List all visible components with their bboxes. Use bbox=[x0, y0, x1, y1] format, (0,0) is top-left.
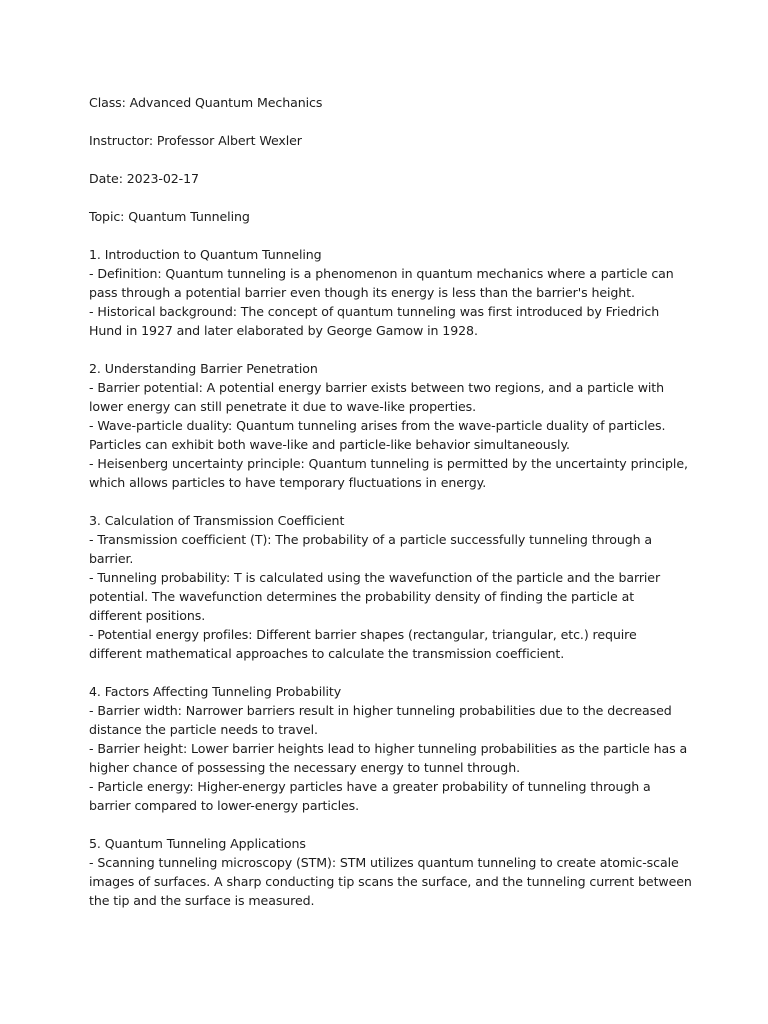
section-line: which allows particles to have temporary fluctuations in energy. bbox=[89, 475, 487, 490]
section-line: potential. The wavefunction determines the probability density of finding the particle at bbox=[89, 589, 635, 604]
topic-line: Topic: Quantum Tunneling bbox=[89, 209, 250, 224]
instructor-line: Instructor: Professor Albert Wexler bbox=[89, 133, 302, 148]
section-heading: 1. Introduction to Quantum Tunneling bbox=[89, 247, 322, 262]
section-line: - Wave-particle duality: Quantum tunneling arises from the wave-particle duality of particles. bbox=[89, 418, 666, 433]
section-line: higher chance of possessing the necessary energy to tunnel through. bbox=[89, 760, 520, 775]
section-transmission-coefficient bbox=[89, 511, 689, 663]
section-line: barrier compared to lower-energy particles. bbox=[89, 798, 359, 813]
section-line: different positions. bbox=[89, 608, 206, 623]
section-line: barrier. bbox=[89, 551, 134, 566]
section-line: the tip and the surface is measured. bbox=[89, 893, 315, 908]
section-line: - Transmission coefficient (T): The probability of a particle successfully tunneling through a bbox=[89, 532, 653, 547]
spacer bbox=[89, 150, 689, 169]
section-line: different mathematical approaches to calculate the transmission coefficient. bbox=[89, 646, 565, 661]
section-applications bbox=[89, 834, 692, 910]
spacer bbox=[89, 226, 689, 245]
section-line: - Scanning tunneling microscopy (STM): STM utilizes quantum tunneling to create atomic-scale bbox=[89, 855, 679, 870]
section-line: - Particle energy: Higher-energy particles have a greater probability of tunneling through a bbox=[89, 779, 651, 794]
section-line: - Barrier height: Lower barrier heights lead to higher tunneling probabilities as the particle has a bbox=[89, 741, 688, 756]
section-line: - Heisenberg uncertainty principle: Quantum tunneling is permitted by the uncertainty principle, bbox=[89, 456, 688, 471]
section-line: pass through a potential barrier even though its energy is less than the barrier's height. bbox=[89, 285, 635, 300]
class-line: Class: Advanced Quantum Mechanics bbox=[89, 95, 323, 110]
spacer bbox=[89, 815, 689, 834]
section-line: - Barrier potential: A potential energy barrier exists between two regions, and a particle with bbox=[89, 380, 665, 395]
section-heading: 4. Factors Affecting Tunneling Probability bbox=[89, 684, 342, 699]
section-heading: 5. Quantum Tunneling Applications bbox=[89, 836, 306, 851]
section-line: - Definition: Quantum tunneling is a phenomenon in quantum mechanics where a particle can bbox=[89, 266, 674, 281]
section-line: Hund in 1927 and later elaborated by George Gamow in 1928. bbox=[89, 323, 478, 338]
section-line: lower energy can still penetrate it due to wave-like properties. bbox=[89, 399, 476, 414]
document-page bbox=[89, 93, 692, 910]
section-heading: 2. Understanding Barrier Penetration bbox=[89, 361, 318, 376]
spacer bbox=[89, 340, 689, 359]
section-line: - Potential energy profiles: Different barrier shapes (rectangular, triangular, etc.) require bbox=[89, 627, 637, 642]
section-line: - Tunneling probability: T is calculated using the wavefunction of the particle and the barrier bbox=[89, 570, 661, 585]
section-line: images of surfaces. A sharp conducting tip scans the surface, and the tunneling current between bbox=[89, 874, 692, 889]
spacer bbox=[89, 188, 689, 207]
spacer bbox=[89, 663, 689, 682]
section-line: - Barrier width: Narrower barriers result in higher tunneling probabilities due to the decreased bbox=[89, 703, 672, 718]
section-line: distance the particle needs to travel. bbox=[89, 722, 318, 737]
section-introduction bbox=[89, 245, 689, 340]
section-barrier-penetration bbox=[89, 359, 689, 492]
section-line: - Historical background: The concept of quantum tunneling was first introduced by Friedrich bbox=[89, 304, 660, 319]
section-heading: 3. Calculation of Transmission Coefficient bbox=[89, 513, 345, 528]
spacer bbox=[89, 492, 689, 511]
section-tunneling-factors bbox=[89, 682, 689, 815]
section-line: Particles can exhibit both wave-like and particle-like behavior simultaneously. bbox=[89, 437, 570, 452]
spacer bbox=[89, 112, 689, 131]
date-line: Date: 2023-02-17 bbox=[89, 171, 199, 186]
